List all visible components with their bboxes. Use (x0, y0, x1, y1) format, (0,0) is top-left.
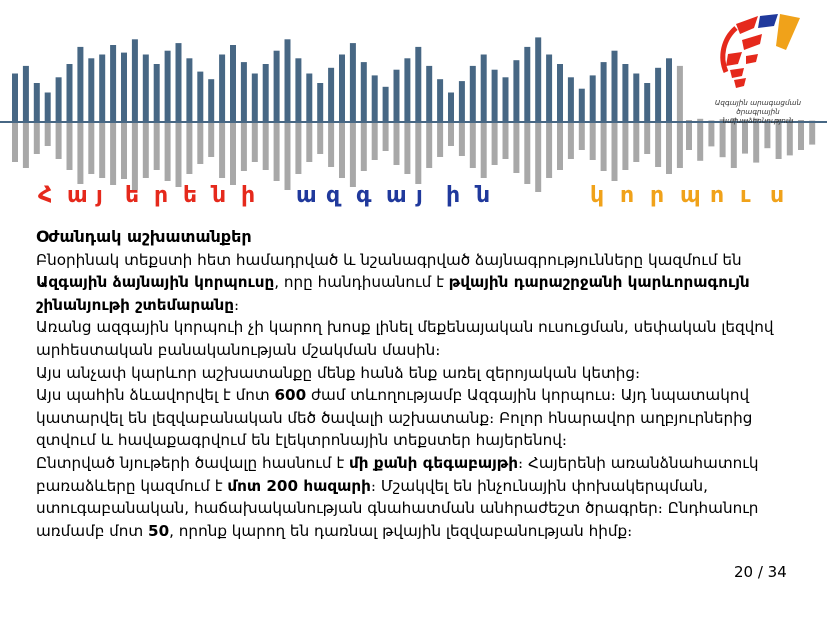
logo-caption (695, 98, 821, 125)
wave-bar-bottom (415, 123, 421, 184)
wave-bar-top (230, 45, 236, 121)
wave-bar-top (350, 43, 356, 121)
bold-text: 600 (274, 386, 307, 405)
wave-bar-bottom (165, 123, 171, 181)
wave-bar-bottom (67, 123, 73, 170)
wave-bar-top (295, 58, 301, 121)
wave-bar-top (110, 45, 116, 121)
page-number: 20 / 34 (734, 563, 787, 581)
banner-title-letter: Հ (38, 183, 53, 208)
wave-bar-top (263, 64, 269, 121)
banner-title-letter: պ (680, 183, 701, 208)
banner-title-letter: գ (356, 183, 372, 208)
wave-bar-top (208, 79, 214, 121)
wave-bar-top (470, 66, 476, 121)
text: ։ Հայերենի առանձնահատուկ բառաձևերը կազմում է (36, 453, 759, 495)
bold-text: 50 (148, 521, 170, 540)
wave-bar-bottom (219, 123, 225, 178)
wave-bar-bottom (143, 123, 149, 178)
wave-bar-top (622, 64, 628, 121)
wave-bar-top (383, 87, 389, 121)
wave-bar-bottom (154, 123, 160, 170)
text: Այս պահին ձևավորվել է մոտ (36, 386, 275, 405)
wave-bar-bottom (361, 123, 367, 171)
bold-text: մի քանի գեգաբայթի (349, 453, 519, 472)
wave-bar-bottom (601, 123, 607, 171)
wave-bar-top (448, 93, 454, 122)
paragraph-ml: Առանց ազգային կորպուի չի կարող խոսք լինել մեքենայական ուսուցման, սեփական լեզվով արհեստական բանականության մշակման մասին։ (36, 318, 774, 359)
banner-title-letter: ա (67, 183, 88, 208)
wave-bar-top (513, 60, 519, 121)
wave-bar-tail (686, 120, 692, 150)
wave-bar-top (219, 55, 225, 122)
wave-bar-bottom (513, 123, 519, 173)
wave-bar-top (524, 47, 530, 121)
wave-bar-top (677, 66, 683, 121)
text: , որը հանդիսանում է (274, 273, 449, 292)
wave-bar-bottom (45, 123, 51, 146)
bold-text: թվային դարաշրջանի կարևորագույն շինանյութի շտեմարանը (36, 273, 750, 314)
wave-bar-bottom (622, 123, 628, 170)
wave-bar-top (132, 39, 138, 121)
logo-caption-line: Ազգային արագացման (714, 98, 802, 107)
wave-bar-bottom (426, 123, 432, 168)
wave-bar-bottom (437, 123, 443, 157)
wave-bar-bottom (677, 123, 683, 168)
wave-bar-bottom (644, 123, 650, 154)
banner-title-letter: ր (154, 183, 169, 208)
wave-bar-top (67, 64, 73, 121)
wave-bar-bottom (132, 123, 138, 190)
logo-caption-line: նախաձեռնություն (722, 116, 794, 125)
wave-bar-top (45, 93, 51, 122)
wave-bar-top (404, 58, 410, 121)
wave-bar-bottom (470, 123, 476, 168)
paragraph-start: Այս անչափ կարևոր աշխատանքը մենք հանձ ենք առել զերոյական կետից։ (36, 363, 641, 382)
wave-bar-bottom (579, 123, 585, 150)
wave-bar-top (492, 70, 498, 121)
paragraph-progress (36, 384, 796, 452)
wave-bar-bottom (56, 123, 62, 159)
wave-bar-bottom (448, 123, 454, 146)
banner-title-letter: ն (212, 183, 227, 208)
wave-bar-bottom (404, 123, 410, 174)
banner-title-letter: ի (446, 183, 461, 208)
wave-bar-top (394, 70, 400, 121)
banner-title-letter: ւ (740, 183, 751, 208)
banner-title-letter: ո (620, 183, 635, 208)
wave-bar-bottom (317, 123, 323, 154)
wave-bar-bottom (535, 123, 541, 192)
wave-bar-bottom (208, 123, 214, 157)
wave-bar-bottom (372, 123, 378, 160)
wave-bar-bottom (459, 123, 465, 156)
wave-bar-top (306, 74, 312, 122)
wave-bar-bottom (77, 123, 83, 184)
wave-bar-top (23, 66, 29, 121)
wave-bar-top (415, 47, 421, 121)
banner-title-letter: յ (96, 183, 103, 208)
banner-title-letter: կ (590, 183, 605, 208)
wave-bar-top (459, 81, 465, 121)
wave-bar-top (154, 64, 160, 121)
wave-bar-top (285, 39, 291, 121)
wave-bar-top (77, 47, 83, 121)
wave-bar-bottom (546, 123, 552, 178)
banner-title-letter: ա (386, 183, 407, 208)
wave-bar-bottom (230, 123, 236, 185)
wave-bar-top (372, 75, 378, 121)
wave-bar-top (666, 58, 672, 121)
wave-bar-top (503, 77, 509, 121)
wave-bar-top (426, 66, 432, 121)
wave-bar-bottom (633, 123, 639, 162)
banner-title-letter: յ (416, 183, 423, 208)
wave-bar-tail (697, 119, 703, 161)
wave-bar-top (34, 83, 40, 121)
wave-bar-top (252, 74, 258, 122)
banner-title-letter: ս (770, 183, 785, 208)
paragraph-intro (36, 249, 796, 317)
wave-bar-top (88, 58, 94, 121)
wave-bar-bottom (524, 123, 530, 184)
banner-title-letter: ի (241, 183, 256, 208)
logo-caption-line: ծրագրային (736, 107, 780, 116)
wave-bar-top (339, 55, 345, 122)
wave-bar-top (601, 62, 607, 121)
wave-bar-bottom (88, 123, 94, 174)
text: ։ (234, 295, 240, 314)
wave-bar-top (568, 77, 574, 121)
wave-bar-bottom (590, 123, 596, 160)
wave-bar-bottom (383, 123, 389, 151)
wave-bar-bottom (121, 123, 127, 179)
wave-bar-top (535, 37, 541, 121)
wave-bar-top (655, 68, 661, 121)
wave-bar-top (633, 74, 639, 122)
wave-bar-top (557, 64, 563, 121)
wave-bar-bottom (12, 123, 18, 162)
wave-bar-bottom (503, 123, 509, 159)
wave-bar-bottom (263, 123, 269, 170)
main-content (36, 226, 796, 542)
banner-title-letter: ո (710, 183, 725, 208)
wave-bar-bottom (339, 123, 345, 178)
wave-bar-bottom (186, 123, 192, 174)
banner-title-letter: զ (326, 183, 341, 208)
text: ժամ տևողությամբ Ազգային կորպուս։ Այդ նպատակով կատարվել են լեզվաբանական մեծ ծավալի աշխատանք։ Բոլոր հնարավոր աղբյուրներից զտվում և հավաքագրվում են էլեկտրոնային տեքստեր հայերենով։ (36, 386, 753, 450)
slide-title: Օժանդակ աշխատանքեր (36, 227, 252, 246)
logo-mark (706, 10, 810, 100)
bold-text: մոտ 200 հազարի (227, 476, 371, 495)
wave-bar-bottom (34, 123, 40, 154)
wave-bar-top (361, 62, 367, 121)
wave-bar-bottom (328, 123, 334, 167)
wave-bar-top (176, 43, 182, 121)
banner-title-letter: ե (125, 183, 140, 208)
wave-bar-top (241, 62, 247, 121)
wave-bar-top (317, 83, 323, 121)
wave-bar-bottom (23, 123, 29, 168)
wave-bar-top (56, 77, 62, 121)
wave-bar-bottom (666, 123, 672, 174)
wave-bar-bottom (176, 123, 182, 187)
wave-bar-top (99, 55, 105, 122)
wave-bar-bottom (285, 123, 291, 190)
wave-bar-top (121, 53, 127, 121)
wave-bar-bottom (274, 123, 280, 181)
banner-title-letter: ա (296, 183, 317, 208)
wave-bar-top (165, 51, 171, 121)
wave-bar-top (590, 75, 596, 121)
wave-bar-bottom (110, 123, 116, 185)
wave-bar-bottom (350, 123, 356, 187)
wave-bar-top (644, 83, 650, 121)
text: , որոնք կարող են դառնալ թվային լեզվաբանության հիմք։ (169, 521, 633, 540)
wave-bar-top (481, 55, 487, 122)
wave-bar-top (143, 55, 149, 122)
text: ։ Մշակվել են ինչունային փոխակերպման, ստուգաբանական, հաճախականության գնահատման անհրաժեշտ ծրագրեր։ Ընդհանուր առմամբ մոտ (36, 476, 759, 540)
wave-bar-bottom (99, 123, 105, 178)
banner-title-letter: ն (476, 183, 491, 208)
wave-bar-bottom (557, 123, 563, 170)
text: Ընտրված նյութերի ծավալը հասնում է (36, 453, 349, 472)
bold-text: Ազգային ձայնային կորպուսը (36, 273, 275, 292)
banner-title-letter: ե (183, 183, 198, 208)
wave-bar-top (197, 72, 203, 121)
wave-bar-bottom (252, 123, 258, 162)
text: Բնօրինակ տեքստի հետ համադրված և նշանագրված ձայնագրությունները կազմում են (36, 250, 742, 269)
paragraph-volume (36, 452, 796, 542)
wave-bar-bottom (612, 123, 618, 181)
wave-bar-bottom (492, 123, 498, 165)
wave-bar-bottom (197, 123, 203, 164)
wave-bar-bottom (394, 123, 400, 165)
banner-title-letter: ր (650, 183, 665, 208)
wave-bar-bottom (241, 123, 247, 171)
wave-bar-bottom (306, 123, 312, 162)
wave-bar-top (579, 89, 585, 121)
wave-bar-bottom (481, 123, 487, 178)
wave-bar-top (612, 51, 618, 121)
wave-bar-top (274, 51, 280, 121)
wave-bar-bottom (568, 123, 574, 159)
wave-bar-bottom (655, 123, 661, 167)
wave-bar-bottom (295, 123, 301, 174)
wave-bar-top (546, 55, 552, 122)
wave-bar-top (328, 68, 334, 121)
wave-bar-top (186, 58, 192, 121)
wave-bar-top (437, 79, 443, 121)
wave-bar-top (12, 74, 18, 122)
